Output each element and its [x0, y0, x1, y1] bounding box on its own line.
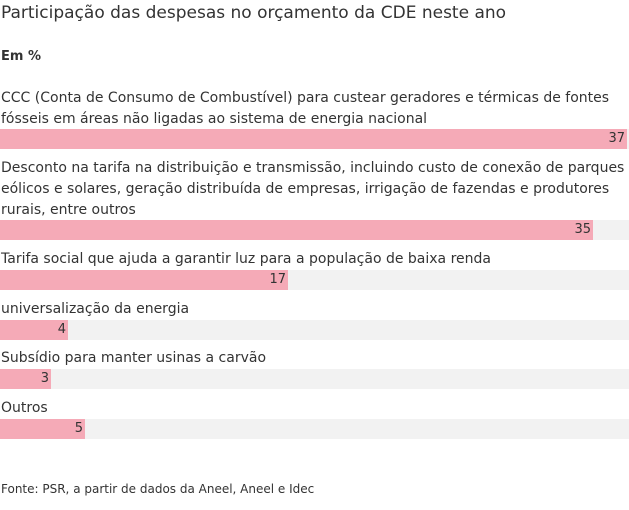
bar-track-universalizacao	[0, 320, 629, 340]
bar-track-desconto	[0, 220, 629, 240]
bar-value-carvao: 3	[40, 371, 49, 386]
bar-track-tarifa-social	[0, 270, 629, 290]
bar-value-outros: 5	[74, 421, 83, 436]
bar-value-tarifa-social: 17	[269, 272, 286, 287]
bar-value-ccc: 37	[608, 131, 625, 146]
source-note: Fonte: PSR, a partir de dados da Aneel, Aneel e Idec	[1, 482, 315, 496]
chart-title: Participação das despesas no orçamento da CDE neste ano	[1, 3, 507, 23]
chart-subtitle: Em %	[1, 49, 41, 64]
bar-label-carvao: Subsídio para manter usinas a carvão	[1, 350, 267, 366]
bar-label-tarifa-social: Tarifa social que ajuda a garantir luz para a população de baixa renda	[1, 251, 491, 267]
bar-label-desconto: Desconto na tarifa na distribuição e transmissão, incluindo custo de conexão de parques eólicos e solares, geração distribuída de empresas, irrigação de fazendas e produtores rurais, entre outros	[1, 160, 625, 218]
bar-value-desconto: 35	[574, 222, 591, 237]
bar-label-universalizacao: universalização da energia	[1, 301, 190, 317]
bar-label-outros: Outros	[1, 400, 48, 416]
bar-value-universalizacao: 4	[57, 322, 66, 337]
bar-label-ccc: CCC (Conta de Consumo de Combustível) para custear geradores e térmicas de fontes fósseis em áreas não ligadas ao sistema de energia nacional	[1, 90, 610, 127]
bar-track-carvao	[0, 369, 629, 389]
bar-track-ccc	[0, 129, 629, 149]
bar-track-outros	[0, 419, 629, 439]
